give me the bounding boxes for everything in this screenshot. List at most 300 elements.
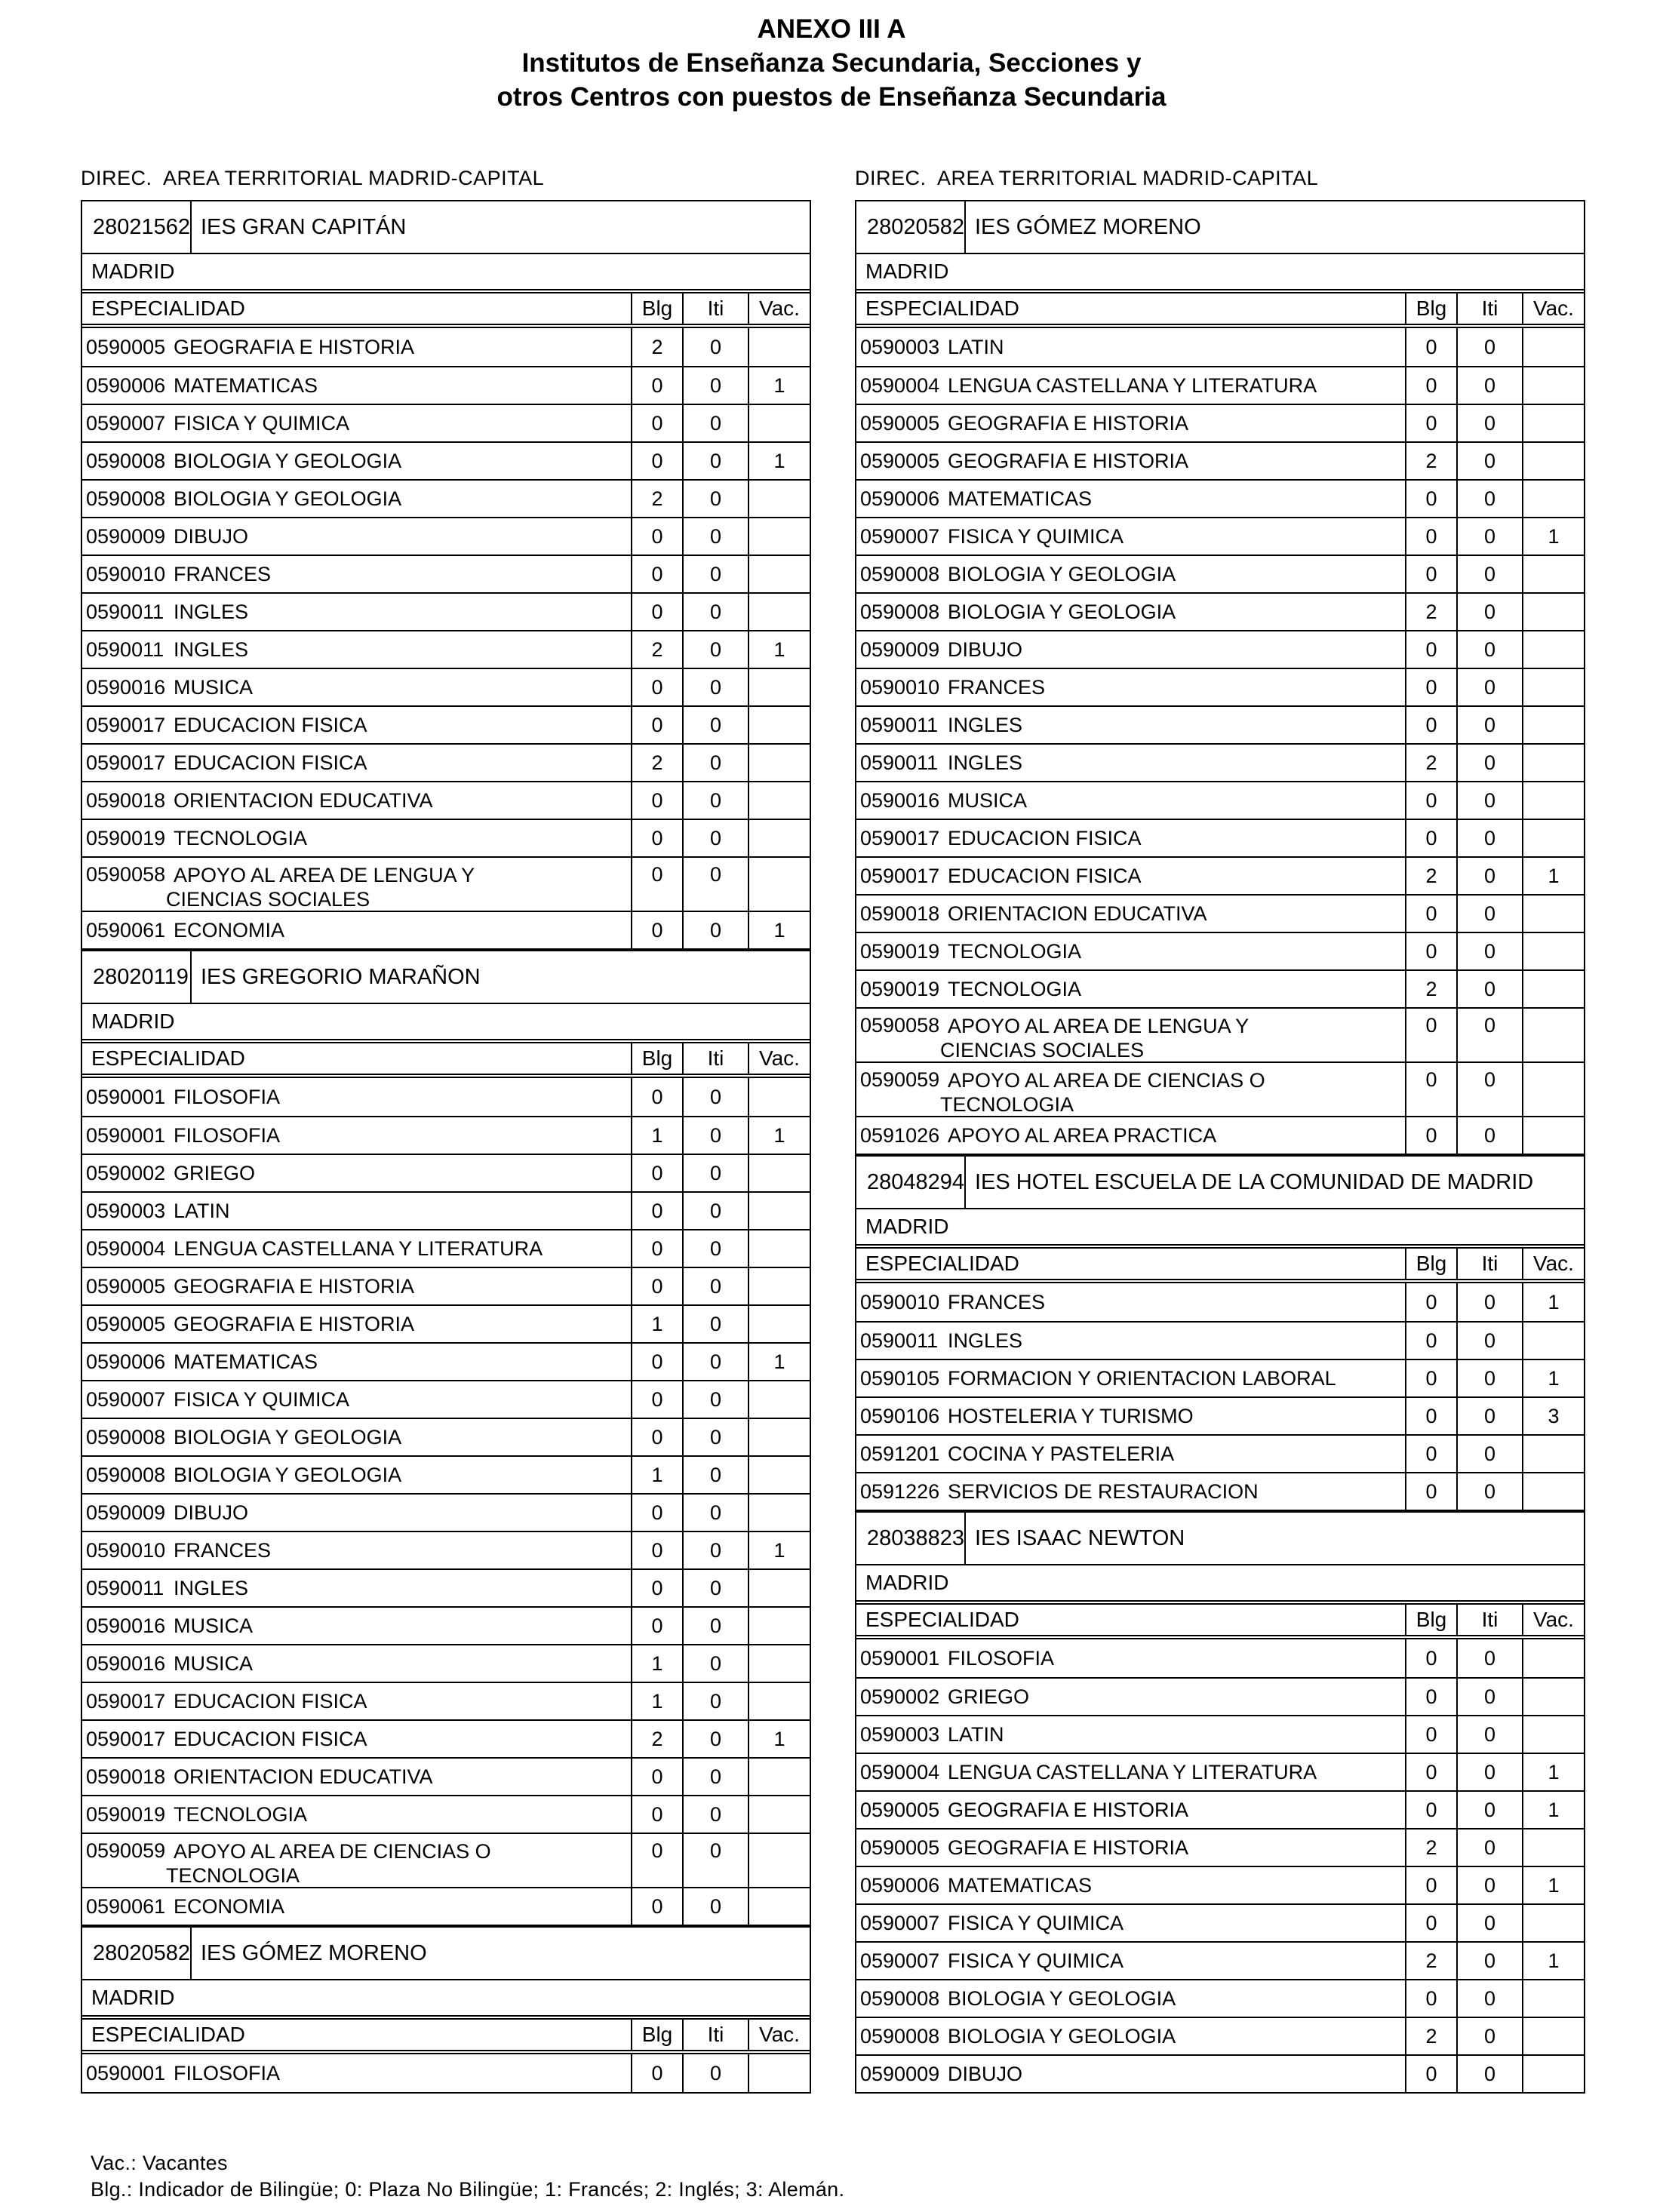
blg-value: 0 [1405,1792,1456,1828]
vac-value [748,1683,810,1719]
footer-vac-note: Vac.: Vacantes [91,2152,228,2174]
school-table [81,1926,811,2094]
spec-name-line-1: EDUCACION FISICA [174,1690,367,1713]
vac-value [1522,556,1584,592]
spec-name [948,826,1142,850]
spec-code: 0590008 [86,487,166,510]
spec-row [82,1342,810,1380]
locality-label: MADRID [865,260,949,283]
school-name: IES ISAAC NEWTON [975,1525,1185,1550]
spec-name [174,1689,367,1713]
spec-name-line-1: SERVICIOS DE RESTAURACION [948,1480,1259,1503]
spec-name-line-1: LATIN [948,336,1004,358]
spec-code: 0590010 [860,1290,940,1313]
vac-value: 1 [748,367,810,404]
spec-cell [82,1193,631,1229]
spec-code: 0590004 [860,1760,940,1783]
spec-cell [856,820,1405,856]
spec-name [948,1329,1022,1353]
spec-code: 0590018 [86,788,166,812]
vac-value [748,707,810,743]
blg-value: 0 [1405,1716,1456,1753]
spec-name [948,1722,1004,1747]
spec-header-row [82,2015,810,2054]
iti-value: 0 [682,1078,748,1116]
school-header-row [856,1513,1584,1564]
spec-name [174,600,248,624]
iti-value: 0 [682,518,748,555]
spec-name-line-1: FRANCES [174,563,272,585]
iti-value: 0 [682,1495,748,1531]
spec-cell [82,1721,631,1757]
vac-value [748,1834,810,1887]
blg-value: 0 [1405,1905,1456,1941]
spec-code: 0590016 [86,1614,166,1637]
spec-name-line-1: INGLES [948,1329,1023,1352]
iti-value: 0 [1456,820,1522,856]
spec-code: 0590010 [86,1538,166,1562]
spec-code: 0590011 [860,1329,939,1352]
blg-value: 0 [1405,1867,1456,1903]
blg-value: 0 [631,669,682,705]
blg-value: 0 [631,367,682,404]
spec-name [174,1765,433,1789]
direction-header: DIREC. AREA TERRITORIAL MADRID-CAPITAL [855,167,1319,189]
spec-code: 0590059 [860,1068,940,1091]
spec-row [856,668,1584,705]
blg-value: 0 [631,1608,682,1644]
iti-value: 0 [682,594,748,630]
spec-row [82,1606,810,1644]
locality-row [856,1208,1584,1244]
vac-header-label: Vac. [1522,1605,1584,1635]
especialidad-header-label: ESPECIALIDAD [865,1252,1019,1275]
spec-name [948,335,1004,359]
vac-value [748,481,810,517]
spec-name-line-1: APOYO AL AREA DE LENGUA Y [174,864,475,886]
spec-name-line-1: FRANCES [948,676,1046,699]
spec-name [174,1614,253,1638]
footer-blg-note: Blg.: Indicador de Bilingüe; 0: Plaza No Bilingüe; 1: Francés; 2: Inglés; 3: Alemán. [91,2178,845,2201]
school-name: IES GRAN CAPITÁN [201,214,407,239]
spec-name [940,1068,1265,1117]
spec-cell [856,328,1405,366]
blg-value: 0 [631,518,682,555]
blg-value: 2 [1405,858,1456,894]
iti-value: 0 [1456,782,1522,819]
spec-cell [82,631,631,668]
locality-row [856,253,1584,289]
direction-header: DIREC. AREA TERRITORIAL MADRID-CAPITAL [81,167,545,189]
spec-row [856,592,1584,630]
spec-name [948,1685,1029,1709]
blg-value: 0 [631,1344,682,1380]
school-table [81,950,811,1926]
iti-value: 0 [1456,1867,1522,1903]
spec-code: 0590010 [86,562,166,585]
vac-value [1522,367,1584,404]
iti-value: 0 [682,1532,748,1568]
spec-name [174,1425,401,1449]
vac-value [748,820,810,856]
vac-value: 1 [1522,1360,1584,1396]
spec-row [856,1979,1584,2017]
iti-value: 0 [1456,1323,1522,1359]
locality-label: MADRID [865,1571,949,1594]
spec-row [82,856,810,911]
spec-name [948,1123,1216,1147]
iti-value: 0 [682,1457,748,1493]
spec-row [856,969,1584,1007]
blg-value: 0 [1405,933,1456,969]
vac-value [1522,2018,1584,2054]
spec-cell [856,2018,1405,2054]
school-name: IES GREGORIO MARAÑON [201,964,481,989]
spec-name-line-1: BIOLOGIA Y GEOLOGIA [174,450,402,472]
spec-cell [82,1381,631,1418]
iti-value: 0 [682,745,748,781]
spec-name-line-1: FISICA Y QUIMICA [174,1388,350,1411]
iti-value: 0 [682,1117,748,1154]
spec-code: 0590007 [860,1949,940,1972]
title-line-1: ANEXO III A [757,14,906,44]
spec-row [82,1267,810,1304]
spec-code: 0590009 [86,524,166,548]
blg-value: 2 [631,631,682,668]
spec-name-line-1: DIBUJO [174,1501,249,1524]
spec-name [174,1894,284,1919]
spec-name [174,1123,280,1147]
spec-name [174,524,248,548]
spec-row [82,479,810,517]
iti-value: 0 [682,2054,748,2092]
spec-cell [82,1268,631,1304]
spec-name-line-1: FILOSOFIA [174,2062,281,2085]
spec-row [82,705,810,743]
locality-row [82,253,810,289]
vac-value [748,1078,810,1116]
spec-code: 0590017 [86,713,166,736]
school-code: 28048294 [856,1157,966,1208]
spec-name-line-1: FISICA Y QUIMICA [948,1949,1124,1972]
blg-value: 0 [631,1155,682,1191]
spec-cell [856,1283,1405,1321]
spec-name [174,918,284,942]
spec-code: 0590005 [860,449,940,472]
spec-row [82,1455,810,1493]
spec-name [948,2062,1022,2086]
spec-name-line-1: BIOLOGIA Y GEOLOGIA [948,601,1176,623]
spec-row [856,1866,1584,1903]
spec-row [82,743,810,781]
school-code: 28020582 [82,1928,192,1979]
vac-value [1522,669,1584,705]
spec-name-line-1: INGLES [174,1577,249,1599]
iti-value: 0 [682,1796,748,1833]
iti-value: 0 [682,328,748,366]
vac-value [1522,1679,1584,1715]
spec-row [856,1941,1584,1979]
spec-name-line-1: GRIEGO [948,1685,1030,1708]
school-header-row [82,1928,810,1979]
iti-value: 0 [682,1268,748,1304]
spec-cell [82,594,631,630]
spec-row [856,932,1584,969]
spec-name [948,864,1142,888]
spec-cell [82,1532,631,1568]
spec-name [948,1873,1092,1897]
vac-value [1522,782,1584,819]
blg-value: 0 [1405,1323,1456,1359]
spec-name-line-1: APOYO AL AREA DE CIENCIAS O [948,1069,1265,1092]
spec-row [856,1321,1584,1359]
blg-value: 2 [631,481,682,517]
blg-value: 0 [631,1381,682,1418]
vac-value [1522,1830,1584,1866]
spec-header-row [856,1600,1584,1639]
vac-value [748,1419,810,1455]
spec-name [948,1646,1054,1670]
spec-cell [82,367,631,404]
spec-cell [82,518,631,555]
spec-cell [82,1645,631,1682]
spec-code: 0590011 [860,713,939,736]
school-name: IES GÓMEZ MORENO [975,214,1201,239]
spec-name [948,1798,1188,1822]
blg-value: 2 [631,328,682,366]
iti-value: 0 [682,1306,748,1342]
blg-value: 2 [631,745,682,781]
spec-code: 0591026 [860,1123,940,1147]
spec-cell [856,1639,1405,1677]
spec-code: 0590001 [860,1646,940,1670]
spec-cell [856,707,1405,743]
spec-name [948,373,1317,398]
blg-value: 0 [631,858,682,911]
spec-row [856,2054,1584,2092]
spec-code: 0590017 [86,1727,166,1750]
vac-value [748,1381,810,1418]
spec-name [174,1085,280,1109]
spec-code: 0590059 [86,1839,166,1862]
spec-name-line-1: FRANCES [174,1539,272,1562]
vac-value: 1 [748,443,810,479]
vac-value [748,1570,810,1606]
spec-code: 0590007 [86,411,166,435]
spec-code: 0590106 [860,1404,940,1427]
spec-name-line-1: INGLES [948,751,1023,774]
spec-name [174,411,349,435]
spec-code: 0590017 [860,826,940,849]
spec-name-line-1: TECNOLOGIA [948,940,1082,963]
school-name: IES HOTEL ESCUELA DE LA COMUNIDAD DE MADRID [975,1169,1534,1194]
iti-value: 0 [1456,1754,1522,1790]
spec-name [174,1576,248,1600]
spec-cell [82,820,631,856]
spec-code: 0590005 [86,1312,166,1335]
spec-code: 0590004 [860,373,940,397]
spec-name-line-1: TECNOLOGIA [174,1803,308,1826]
spec-row [856,630,1584,668]
title-line-3: otros Centros con puestos de Enseñanza Secundaria [496,82,1167,112]
spec-code: 0590002 [86,1161,166,1184]
vac-value [1522,1436,1584,1472]
vac-value: 1 [1522,518,1584,555]
spec-cell [856,1792,1405,1828]
spec-name [166,1839,491,1888]
spec-code: 0590006 [860,487,940,510]
vac-value [748,518,810,555]
spec-cell [856,1398,1405,1434]
spec-cell [82,912,631,948]
iti-value: 0 [682,707,748,743]
spec-row [856,1472,1584,1510]
iti-value: 0 [1456,858,1522,894]
spec-name-line-1: MATEMATICAS [174,374,318,397]
iti-value: 0 [1456,933,1522,969]
blg-value: 2 [1405,1830,1456,1866]
iti-value: 0 [1456,1283,1522,1321]
spec-cell [82,405,631,441]
spec-cell [856,2056,1405,2092]
spec-row [82,911,810,948]
iti-value: 0 [682,367,748,404]
vac-value [1522,594,1584,630]
spec-cell [82,1078,631,1116]
spec-name [174,1501,248,1525]
spec-code: 0590016 [860,788,940,812]
iti-value: 0 [1456,896,1522,932]
spec-row [82,555,810,592]
spec-name [948,1442,1174,1466]
spec-code: 0590016 [86,675,166,699]
spec-cell [82,1344,631,1380]
vac-value: 1 [1522,1867,1584,1903]
blg-value: 0 [1405,2056,1456,2092]
blg-value: 0 [631,782,682,819]
spec-code: 0590010 [860,675,940,699]
iti-value: 0 [1456,1009,1522,1061]
blg-value: 0 [1405,1754,1456,1790]
especialidad-header-label: ESPECIALIDAD [865,1608,1019,1631]
spec-name [948,1404,1194,1428]
vac-value: 1 [748,1344,810,1380]
spec-code: 0590003 [860,335,940,358]
spec-code: 0590001 [86,1085,166,1108]
iti-value: 0 [1456,594,1522,630]
iti-value: 0 [682,443,748,479]
spec-code: 0590019 [860,977,940,1000]
iti-value: 0 [1456,1063,1522,1116]
iti-value: 0 [1456,2018,1522,2054]
spec-row [856,1677,1584,1715]
spec-cell [82,1306,631,1342]
blg-value: 0 [631,405,682,441]
school-header-row [82,951,810,1003]
vac-value: 1 [748,631,810,668]
vac-value: 1 [1522,1943,1584,1979]
spec-name [174,1199,230,1223]
spec-row [82,2054,810,2092]
school-header-row [856,1157,1584,1208]
spec-code: 0590008 [86,1463,166,1486]
spec-name-line-1: FILOSOFIA [174,1086,281,1108]
blg-value: 0 [1405,896,1456,932]
iti-value: 0 [1456,1679,1522,1715]
spec-name [948,675,1045,699]
spec-row [82,1229,810,1267]
spec-name [948,1290,1045,1314]
spec-cell [82,745,631,781]
blg-value: 0 [1405,1639,1456,1677]
spec-name [948,1760,1317,1784]
blg-value: 0 [1405,328,1456,366]
iti-value: 0 [682,1683,748,1719]
vac-value [748,1193,810,1229]
spec-name-line-1: FILOSOFIA [174,1124,281,1147]
school-tables-left [81,200,811,2094]
spec-code: 0590008 [860,600,940,623]
iti-value: 0 [682,1419,748,1455]
iti-value: 0 [1456,1360,1522,1396]
spec-name-line-1: GEOGRAFIA E HISTORIA [948,1799,1189,1821]
vac-value [748,1645,810,1682]
vac-value [748,745,810,781]
spec-name [940,1014,1250,1062]
blg-value: 1 [631,1117,682,1154]
spec-name [174,1161,255,1185]
vac-value: 1 [1522,1754,1584,1790]
spec-name-line-1: BIOLOGIA Y GEOLOGIA [174,1426,402,1449]
spec-name [174,373,318,398]
blg-value: 0 [1405,481,1456,517]
spec-row [856,555,1584,592]
iti-header-label: Iti [1456,1249,1522,1279]
spec-name-line-1: GEOGRAFIA E HISTORIA [174,1275,415,1298]
spec-name [948,2024,1176,2048]
blg-value: 0 [631,1796,682,1833]
iti-header-label: Iti [682,2020,748,2050]
spec-code: 0590001 [86,1123,166,1147]
iti-value: 0 [1456,1473,1522,1510]
spec-cell [856,1830,1405,1866]
spec-cell [82,1457,631,1493]
spec-name [948,1949,1124,1973]
spec-row [82,366,810,404]
vac-header-label: Vac. [748,1043,810,1074]
spec-row [856,1434,1584,1472]
spec-row [82,404,810,441]
spec-cell [82,858,631,911]
blg-value: 0 [631,1532,682,1568]
spec-name [948,1836,1188,1860]
blg-value: 0 [631,1419,682,1455]
spec-row [856,1116,1584,1154]
vac-value: 3 [1522,1398,1584,1434]
spec-name-line-1: ECONOMIA [174,1895,285,1918]
vac-value [1522,1905,1584,1941]
iti-value: 0 [682,782,748,819]
spec-row [82,441,810,479]
spec-name-line-1: FISICA Y QUIMICA [948,1912,1124,1934]
spec-row [82,1154,810,1191]
spec-cell [856,1009,1405,1061]
iti-value: 0 [682,912,748,948]
blg-value: 0 [631,1888,682,1925]
locality-label: MADRID [91,260,175,283]
iti-value: 0 [682,1570,748,1606]
spec-code: 0590005 [860,411,940,435]
